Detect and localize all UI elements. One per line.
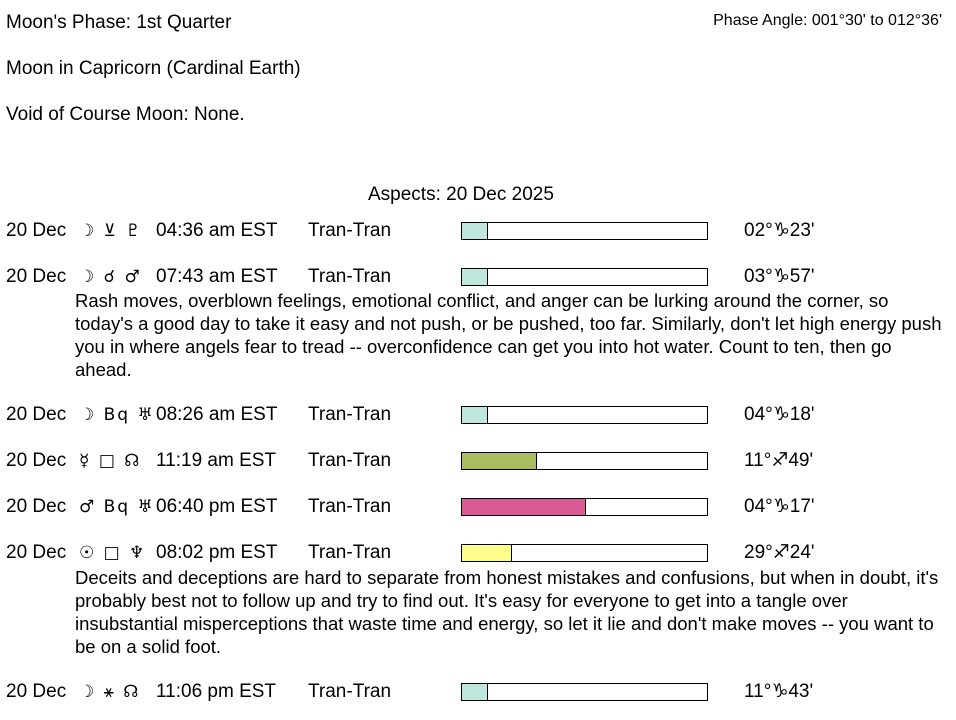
aspect-row bbox=[6, 495, 946, 519]
aspect-time: 07:43 am EST bbox=[156, 266, 278, 287]
aspect-position: 29°♐24' bbox=[744, 542, 815, 563]
aspect-glyphs: ☉ □ ♆ bbox=[79, 543, 147, 563]
aspect-date: 20 Dec bbox=[6, 542, 67, 563]
phase-angle-text: Phase Angle: 001°30' to 012°36' bbox=[713, 12, 942, 29]
aspect-kind: Tran-Tran bbox=[308, 450, 392, 471]
aspect-glyphs: ☽ ⚹ ☊ bbox=[79, 682, 141, 702]
aspect-kind: Tran-Tran bbox=[308, 266, 392, 287]
strength-bar-fill bbox=[462, 223, 488, 239]
aspect-row bbox=[6, 219, 946, 243]
aspect-kind: Tran-Tran bbox=[308, 681, 392, 702]
aspect-date: 20 Dec bbox=[6, 681, 67, 702]
aspect-date: 20 Dec bbox=[6, 404, 67, 425]
aspect-glyphs: ♂ Bq ♅ bbox=[79, 497, 155, 517]
aspect-kind: Tran-Tran bbox=[308, 542, 392, 563]
aspect-time: 08:26 am EST bbox=[156, 404, 278, 425]
aspect-time: 06:40 pm EST bbox=[156, 496, 278, 517]
aspect-kind: Tran-Tran bbox=[308, 220, 392, 241]
aspect-glyphs: ☿ □ ☊ bbox=[79, 451, 142, 471]
aspects-title: Aspects: 20 Dec 2025 bbox=[368, 184, 554, 205]
strength-bar bbox=[461, 498, 708, 516]
aspect-row bbox=[6, 265, 946, 289]
aspect-kind: Tran-Tran bbox=[308, 496, 392, 517]
strength-bar bbox=[461, 544, 708, 562]
aspect-date: 20 Dec bbox=[6, 450, 67, 471]
aspect-glyphs: ☽ Bq ♅ bbox=[79, 405, 155, 425]
aspect-row bbox=[6, 541, 946, 565]
strength-bar-fill bbox=[462, 499, 586, 515]
strength-bar-fill bbox=[462, 684, 488, 700]
aspect-time: 08:02 pm EST bbox=[156, 542, 278, 563]
aspect-date: 20 Dec bbox=[6, 496, 67, 517]
void-of-course-text: Void of Course Moon: None. bbox=[6, 104, 245, 125]
aspect-time: 11:19 am EST bbox=[156, 450, 277, 471]
aspect-position: 02°♑23' bbox=[744, 220, 815, 241]
strength-bar-fill bbox=[462, 545, 512, 561]
aspect-position: 11°♑43' bbox=[744, 681, 814, 702]
aspect-row bbox=[6, 680, 946, 704]
moon-sign-text: Moon in Capricorn (Cardinal Earth) bbox=[6, 58, 301, 79]
aspect-interpretation: Deceits and deceptions are hard to separate from honest mistakes and confusions, but when in doubt, it's probably best not to follow up and try to find out. It's easy for everyone to get into a tangle over insubstantial misperceptions that waste time and energy, so let it lie and don't make moves -- you want to be on a solid foot. bbox=[75, 567, 939, 657]
aspect-position: 04°♑18' bbox=[744, 404, 815, 425]
strength-bar-fill bbox=[462, 407, 488, 423]
aspect-kind: Tran-Tran bbox=[308, 404, 392, 425]
strength-bar-fill bbox=[462, 453, 537, 469]
moon-phase-text: Moon's Phase: 1st Quarter bbox=[6, 12, 232, 33]
aspect-time: 04:36 am EST bbox=[156, 220, 278, 241]
strength-bar bbox=[461, 683, 708, 701]
aspect-date: 20 Dec bbox=[6, 266, 67, 287]
aspect-row bbox=[6, 449, 946, 473]
strength-bar bbox=[461, 222, 708, 240]
strength-bar-fill bbox=[462, 269, 488, 285]
aspect-date: 20 Dec bbox=[6, 220, 67, 241]
aspect-glyphs: ☽ ⊻ ♇ bbox=[79, 221, 143, 241]
strength-bar bbox=[461, 452, 708, 470]
aspect-position: 03°♑57' bbox=[744, 266, 815, 287]
strength-bar bbox=[461, 406, 708, 424]
aspect-position: 04°♑17' bbox=[744, 496, 815, 517]
aspect-position: 11°♐49' bbox=[744, 450, 814, 471]
aspect-row bbox=[6, 403, 946, 427]
aspect-glyphs: ☽ ☌ ♂ bbox=[79, 267, 142, 287]
aspect-time: 11:06 pm EST bbox=[156, 681, 277, 702]
aspect-interpretation: Rash moves, overblown feelings, emotional conflict, and anger can be lurking around the corner, so today's a good day to take it easy and not push, or be pushed, too far. Similarly, don't let high energy push you in where angels fear to tread -- overconfidence can get you into hot water. Count to ten, then go ahead. bbox=[75, 290, 942, 380]
strength-bar bbox=[461, 268, 708, 286]
